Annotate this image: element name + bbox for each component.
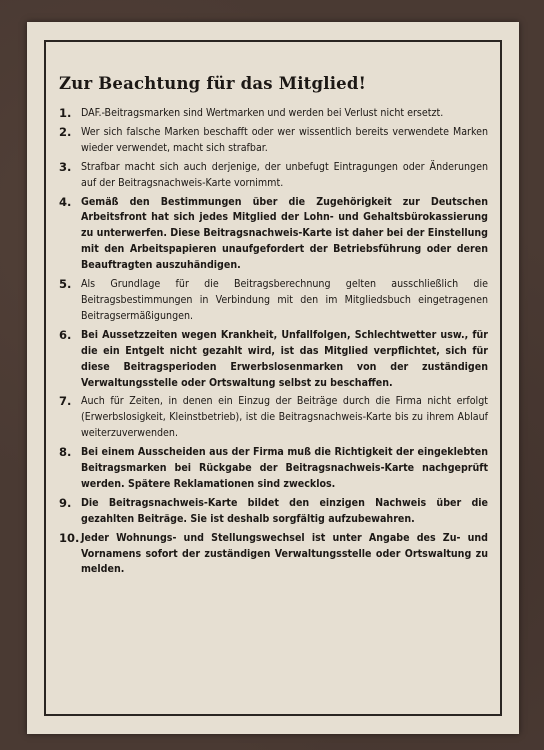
rules-list: [59, 106, 488, 578]
rule-text: Strafbar macht sich auch derjenige, der unbefugt Eintragungen oder Änderungen auf der Beitragsnachweis-Karte vornimmt.: [81, 160, 488, 189]
rule-number: 3.: [59, 159, 72, 174]
rule-number: 8.: [59, 445, 72, 460]
rule-text: Als Grundlage für die Beitragsberechnung gelten ausschließlich die Beitragsbestimmungen in Verbindung mit den im Mitgliedsbuch eingetragenen Beitragsermäßigungen.: [81, 278, 488, 322]
rule-item: [59, 277, 488, 325]
rule-text: Bei Aussetzzeiten wegen Krankheit, Unfallfolgen, Schlechtwetter usw., für die ein Entgelt nicht gezahlt wird, ist das Mitglied verpflichtet, sich für diese Beitragsperioden Erwerbslosenmarken von der zuständigen Verwaltungsstelle oder Ortswaltung selbst zu beschaffen.: [81, 328, 488, 389]
rule-item: [59, 160, 488, 192]
rule-text: DAF.-Beitragsmarken sind Wertmarken und werden bei Verlust nicht ersetzt.: [81, 107, 444, 119]
rule-item: [59, 445, 488, 493]
rule-item: [59, 125, 488, 157]
rule-text: Gemäß den Bestimmungen über die Zugehörigkeit zur Deutschen Arbeitsfront hat sich jedes Mitglied der Lohn- und Gehaltsbürokassierung zu unterwerfen. Diese Beitragsnachweis-Karte ist daher bei der Einstellung mit den Arbeitspapieren unaufgefordert der Betriebsführung oder deren Beauftragten auszuhändigen.: [81, 195, 488, 272]
rule-number: 10.: [59, 530, 80, 545]
rule-number: 4.: [59, 194, 72, 209]
rule-text: Auch für Zeiten, in denen ein Einzug der Beiträge durch die Firma nicht erfolgt (Erwerbslosigkeit, Kleinstbetrieb), ist die Beitragsnachweis-Karte bis zu ihrem Ablauf weiterzuverwenden.: [81, 395, 488, 440]
card-border-frame: [44, 40, 502, 716]
rule-number: 7.: [59, 394, 72, 409]
rule-text: Bei einem Ausscheiden aus der Firma muß die Richtigkeit der eingeklebten Beitragsmarken bei Rückgabe der Beitragsnachweis-Karte nachgeprüft werden. Spätere Reklamationen sind zwecklos.: [81, 446, 488, 490]
rule-item: [59, 328, 488, 392]
rule-item: [59, 496, 488, 528]
rule-number: 5.: [59, 277, 72, 292]
rule-number: 2.: [59, 124, 72, 139]
rule-text: Wer sich falsche Marken beschafft oder wer wissentlich bereits verwendete Marken wieder verwendet, macht sich strafbar.: [81, 125, 488, 154]
rule-text: Die Beitragsnachweis-Karte bildet den einzigen Nachweis über die gezahlten Beiträge. Sie ist deshalb sorgfältig aufzubewahren.: [81, 496, 488, 525]
rule-item: [59, 195, 488, 275]
rule-number: 9.: [59, 495, 72, 510]
rule-item: [59, 531, 488, 579]
card-title: Zur Beachtung für das Mitglied!: [59, 74, 367, 93]
rule-number: 1.: [59, 106, 72, 120]
rule-item: [59, 106, 488, 122]
rule-item: [59, 394, 488, 442]
rule-text: Jeder Wohnungs- und Stellungswechsel ist unter Angabe des Zu- und Vornamens sofort der zuständigen Verwaltungsstelle oder Ortswaltung zu melden.: [81, 531, 488, 576]
membership-card: [27, 22, 519, 734]
rule-number: 6.: [59, 327, 72, 342]
